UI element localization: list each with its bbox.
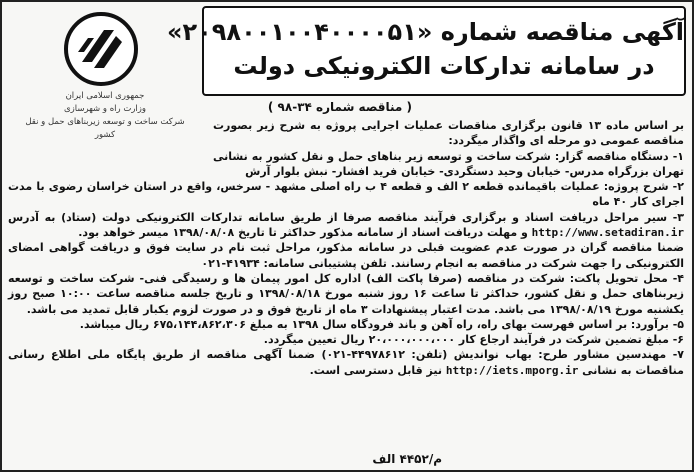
intro-paragraph: بر اساس ماده ۱۳ قانون برگزاری مناقصات عملیات اجرایی پروژه به شرح زیر بصورت مناقصه عمومی دو مرحله ای واگذار میگردد: [213,119,684,148]
item-3-text: ۳- سیر مراحل دریافت اسناد و برگزاری فرآیند مناقصه صرفا از طریق سامانه تدارکات الکترونیکی دولت (ستاد) به آدرس [8,210,684,224]
org-line: شرکت ساخت و توسعه زیربناهای حمل و نقل کشور [25,117,185,140]
notice-title-line1: آگهی مناقصه شماره «۲۰۹۸۰۰۱۰۰۴۰۰۰۰۵۱» [166,18,684,46]
notice-title-line2: در سامانه تدارکات الکترونیکی دولت [233,52,655,80]
item-5: ۵- برآورد: بر اساس فهرست بهای راه، راه آهن و باند فرودگاه سال ۱۳۹۸ به مبلغ ۶۷۵،۱۴۴،۸۶۲،۳۰۶ ریال میباشد. [79,317,684,331]
item-6: ۶- مبلغ تضمین شرکت در فرآیند ارجاع کار ۲۰،۰۰۰،۰۰۰،۰۰۰ ریال تعیین میگردد. [263,333,684,347]
tender-number: ( مناقصه شماره ۳۴-۹۸ ) [267,100,412,114]
org-line: وزارت راه و شهرسازی [63,104,146,114]
item-4: ۴- محل تحویل پاکت: شرکت در مناقصه (صرفا پاکت الف) اداره کل امور پیمان ها و رسیدگی فنی- شرکت ساخت و توسعه زیربناهای حمل و نقل کشور، حداکثر تا ساعت ۱۶ روز شنبه مورخ ۱۳۹۸/۰۸/۱۸ و تاریخ جلسه مناقصه ساعت ۱۰:۰۰ صبح روز یکشنبه مورخ ۱۳۹۸/۰۸/۱۹ می باشد. مدت اعتبار پیشنهادات ۳ ماه از تاریخ فوق و در صورت لزوم یکبار قابل تمدید می باشد. [8,271,684,316]
item-3-deadline: و مهلت دریافت اسناد از سامانه مذکور حداکثر تا تاریخ ۱۳۹۸/۰۸/۰۸ میسر خواهد بود. [78,226,528,240]
ministry-logo-icon [64,12,138,86]
notice-body [8,118,684,378]
iets-website-link[interactable]: http://iets.mporg.ir [445,363,579,377]
item-2: ۲- شرح پروژه: عملیات باقیمانده قطعه ۲ الف و قطعه ۴ ب راه اصلی مشهد - سرخس، واقع در استان خراسان رضوی با مدت اجرای کار ۴۰ ماه [8,180,684,209]
item-7 [8,347,684,378]
item-3-note: ضمنا مناقصه گران در صورت عدم عضویت قبلی در سامانه مذکور، مراحل ثبت نام در سایت فوق و دریافت گواهی امضای الکترونیکی را جهت شرکت در مناقصه به انجام رسانند. تلفن پشتیبانی سامانه: ۴۱۹۳۴-۰۲۱ [8,241,684,270]
item-1: ۱- دستگاه مناقصه گزار: شرکت ساخت و توسعه زیر بناهای حمل و نقل کشور به نشانی تهران بزرگراه مدرس- خیابان وحید دستگردی- خیابان فرید افشار- نبش بلوار آرش [213,149,684,178]
notice-header [166,6,686,96]
org-line: جمهوری اسلامی ایران [65,91,145,101]
item-3 [8,210,684,241]
setad-website-link[interactable]: http://www.setadiran.ir [531,226,684,240]
item-7-end: نیز قابل دسترسی است. [309,363,443,377]
item-7-text: ۷- مهندسین مشاور طرح: بهاب نواندیش (تلفن: ۴۴۹۷۸۶۱۲-۰۲۱) ضمنا آگهی مناقصه از طریق پایگاه ملی اطلاع رسانی مناقصات به نشانی [8,348,684,377]
notice-code: م/۴۴۵۲ الف [372,452,442,466]
